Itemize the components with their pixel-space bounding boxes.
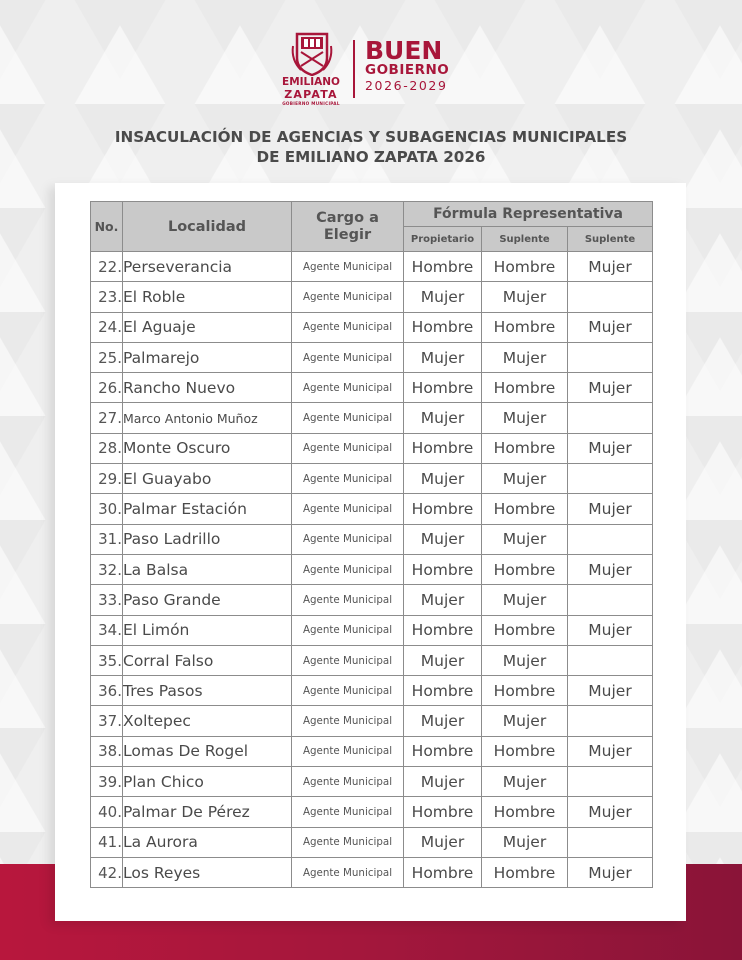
cell-localidad: Tres Pasos	[123, 676, 292, 706]
header-suplente-1: Suplente	[482, 227, 568, 252]
cell-propietario: Hombre	[404, 554, 482, 584]
cell-no: 33.	[91, 585, 123, 615]
cell-cargo: Agente Municipal	[292, 554, 404, 584]
cell-no: 41.	[91, 827, 123, 857]
cell-cargo: Agente Municipal	[292, 767, 404, 797]
cell-suplente-2: Mujer	[568, 736, 653, 766]
cell-suplente-2: Mujer	[568, 494, 653, 524]
cell-suplente-2: Mujer	[568, 797, 653, 827]
table-row	[91, 433, 653, 463]
cell-cargo: Agente Municipal	[292, 736, 404, 766]
table-row	[91, 403, 653, 433]
cell-propietario: Mujer	[404, 585, 482, 615]
cell-no: 29.	[91, 464, 123, 494]
cell-suplente-1: Hombre	[482, 797, 568, 827]
table-row	[91, 736, 653, 766]
cell-no: 37.	[91, 706, 123, 736]
cell-suplente-2: Mujer	[568, 676, 653, 706]
cell-localidad: Palmar Estación	[123, 494, 292, 524]
cell-no: 23.	[91, 282, 123, 312]
table-row	[91, 676, 653, 706]
title-line2: DE EMILIANO ZAPATA 2026	[256, 148, 486, 166]
cell-suplente-2	[568, 827, 653, 857]
cell-localidad: La Balsa	[123, 554, 292, 584]
cell-propietario: Mujer	[404, 342, 482, 372]
cell-cargo: Agente Municipal	[292, 797, 404, 827]
cell-suplente-1: Hombre	[482, 615, 568, 645]
cell-cargo: Agente Municipal	[292, 403, 404, 433]
table-row	[91, 464, 653, 494]
cell-no: 38.	[91, 736, 123, 766]
table-row	[91, 252, 653, 282]
cell-cargo: Agente Municipal	[292, 312, 404, 342]
table-row	[91, 585, 653, 615]
cell-suplente-1: Mujer	[482, 585, 568, 615]
cell-cargo: Agente Municipal	[292, 524, 404, 554]
cell-localidad: Rancho Nuevo	[123, 373, 292, 403]
header-propietario: Propietario	[404, 227, 482, 252]
table-row	[91, 494, 653, 524]
cell-localidad: Corral Falso	[123, 645, 292, 675]
cell-localidad: Xoltepec	[123, 706, 292, 736]
table-row	[91, 767, 653, 797]
cell-suplente-2	[568, 524, 653, 554]
cell-suplente-1: Mujer	[482, 282, 568, 312]
cell-no: 36.	[91, 676, 123, 706]
cell-localidad: Plan Chico	[123, 767, 292, 797]
cell-no: 28.	[91, 433, 123, 463]
cell-localidad: Paso Ladrillo	[123, 524, 292, 554]
municipality-name	[280, 77, 342, 106]
cell-no: 39.	[91, 767, 123, 797]
header-formula: Fórmula Representativa	[404, 202, 653, 227]
buen-gobierno-logo	[365, 38, 449, 92]
header-cargo	[292, 202, 404, 252]
header-localidad: Localidad	[123, 202, 292, 252]
municipality-line1: EMILIANO	[282, 76, 340, 88]
cell-suplente-2	[568, 342, 653, 372]
cell-localidad: Paso Grande	[123, 585, 292, 615]
cell-suplente-2	[568, 767, 653, 797]
table-row	[91, 554, 653, 584]
cell-suplente-1: Hombre	[482, 736, 568, 766]
cell-suplente-1: Mujer	[482, 524, 568, 554]
logo-divider	[353, 40, 355, 98]
table-row	[91, 827, 653, 857]
cell-localidad: Palmar De Pérez	[123, 797, 292, 827]
cell-cargo: Agente Municipal	[292, 252, 404, 282]
cell-suplente-1: Hombre	[482, 494, 568, 524]
cell-propietario: Mujer	[404, 706, 482, 736]
table-row	[91, 524, 653, 554]
cell-suplente-1: Hombre	[482, 373, 568, 403]
cell-cargo: Agente Municipal	[292, 342, 404, 372]
header-no: No.	[91, 202, 123, 252]
cell-propietario: Hombre	[404, 736, 482, 766]
cell-no: 35.	[91, 645, 123, 675]
cell-propietario: Hombre	[404, 676, 482, 706]
cell-propietario: Mujer	[404, 645, 482, 675]
cell-propietario: Hombre	[404, 615, 482, 645]
cell-suplente-1: Mujer	[482, 767, 568, 797]
cell-localidad: Los Reyes	[123, 857, 292, 887]
cell-propietario: Mujer	[404, 767, 482, 797]
cell-localidad: Monte Oscuro	[123, 433, 292, 463]
cell-suplente-1: Mujer	[482, 827, 568, 857]
cell-no: 25.	[91, 342, 123, 372]
table-row	[91, 312, 653, 342]
document-title	[0, 127, 742, 167]
cell-suplente-1: Mujer	[482, 342, 568, 372]
cell-no: 22.	[91, 252, 123, 282]
cell-propietario: Hombre	[404, 494, 482, 524]
cell-propietario: Mujer	[404, 403, 482, 433]
cell-no: 40.	[91, 797, 123, 827]
cell-no: 27.	[91, 403, 123, 433]
table-row	[91, 706, 653, 736]
header-cargo-label: Cargo a Elegir	[316, 209, 379, 243]
slogan-line1: BUEN	[365, 36, 443, 65]
cell-propietario: Mujer	[404, 827, 482, 857]
cell-localidad: El Limón	[123, 615, 292, 645]
cell-suplente-1: Hombre	[482, 554, 568, 584]
table-row	[91, 797, 653, 827]
cell-suplente-1: Mujer	[482, 403, 568, 433]
table-row	[91, 342, 653, 372]
cell-cargo: Agente Municipal	[292, 373, 404, 403]
cell-cargo: Agente Municipal	[292, 494, 404, 524]
table-row	[91, 645, 653, 675]
cell-cargo: Agente Municipal	[292, 615, 404, 645]
cell-suplente-2: Mujer	[568, 554, 653, 584]
cell-suplente-2	[568, 585, 653, 615]
cell-no: 30.	[91, 494, 123, 524]
cell-suplente-2	[568, 706, 653, 736]
cell-no: 32.	[91, 554, 123, 584]
cell-localidad: Marco Antonio Muñoz	[123, 403, 292, 433]
slogan-line2: GOBIERNO	[365, 62, 450, 78]
cell-propietario: Mujer	[404, 282, 482, 312]
table-row	[91, 373, 653, 403]
cell-suplente-2	[568, 645, 653, 675]
municipality-line3: GOBIERNO MUNICIPAL	[282, 100, 340, 106]
cell-suplente-2: Mujer	[568, 252, 653, 282]
cell-localidad: Perseverancia	[123, 252, 292, 282]
cell-cargo: Agente Municipal	[292, 585, 404, 615]
cell-propietario: Hombre	[404, 373, 482, 403]
cell-suplente-2: Mujer	[568, 373, 653, 403]
cell-no: 26.	[91, 373, 123, 403]
cell-cargo: Agente Municipal	[292, 282, 404, 312]
cell-no: 34.	[91, 615, 123, 645]
cell-suplente-2: Mujer	[568, 615, 653, 645]
cell-cargo: Agente Municipal	[292, 464, 404, 494]
cell-localidad: Palmarejo	[123, 342, 292, 372]
title-line1: INSACULACIÓN DE AGENCIAS Y SUBAGENCIAS MUNICIPALES	[114, 128, 628, 146]
table-row	[91, 615, 653, 645]
municipality-line2: ZAPATA	[284, 87, 338, 101]
cell-suplente-1: Mujer	[482, 464, 568, 494]
cell-no: 31.	[91, 524, 123, 554]
slogan-years: 2026-2029	[365, 77, 448, 93]
cell-suplente-1: Hombre	[482, 857, 568, 887]
table-row	[91, 857, 653, 887]
cell-suplente-2: Mujer	[568, 433, 653, 463]
cell-cargo: Agente Municipal	[292, 857, 404, 887]
cell-localidad: El Aguaje	[123, 312, 292, 342]
cell-cargo: Agente Municipal	[292, 433, 404, 463]
cell-propietario: Hombre	[404, 252, 482, 282]
cell-suplente-2: Mujer	[568, 312, 653, 342]
agencies-table	[90, 201, 653, 888]
cell-propietario: Hombre	[404, 797, 482, 827]
cell-propietario: Mujer	[404, 464, 482, 494]
cell-cargo: Agente Municipal	[292, 676, 404, 706]
cell-no: 42.	[91, 857, 123, 887]
cell-localidad: El Roble	[123, 282, 292, 312]
cell-suplente-1: Mujer	[482, 706, 568, 736]
cell-propietario: Mujer	[404, 524, 482, 554]
cell-cargo: Agente Municipal	[292, 827, 404, 857]
header-suplente-2: Suplente	[568, 227, 653, 252]
cell-cargo: Agente Municipal	[292, 706, 404, 736]
cell-suplente-2	[568, 282, 653, 312]
cell-suplente-2	[568, 403, 653, 433]
cell-suplente-2: Mujer	[568, 857, 653, 887]
cell-propietario: Hombre	[404, 312, 482, 342]
cell-localidad: El Guayabo	[123, 464, 292, 494]
cell-propietario: Hombre	[404, 433, 482, 463]
cell-no: 24.	[91, 312, 123, 342]
cell-propietario: Hombre	[404, 857, 482, 887]
municipal-crest-icon	[289, 32, 335, 76]
cell-suplente-1: Hombre	[482, 676, 568, 706]
cell-suplente-1: Hombre	[482, 433, 568, 463]
cell-suplente-1: Mujer	[482, 645, 568, 675]
table-row	[91, 282, 653, 312]
header-logos	[280, 32, 480, 107]
cell-suplente-2	[568, 464, 653, 494]
cell-suplente-1: Hombre	[482, 252, 568, 282]
cell-localidad: Lomas De Rogel	[123, 736, 292, 766]
cell-suplente-1: Hombre	[482, 312, 568, 342]
cell-localidad: La Aurora	[123, 827, 292, 857]
cell-cargo: Agente Municipal	[292, 645, 404, 675]
